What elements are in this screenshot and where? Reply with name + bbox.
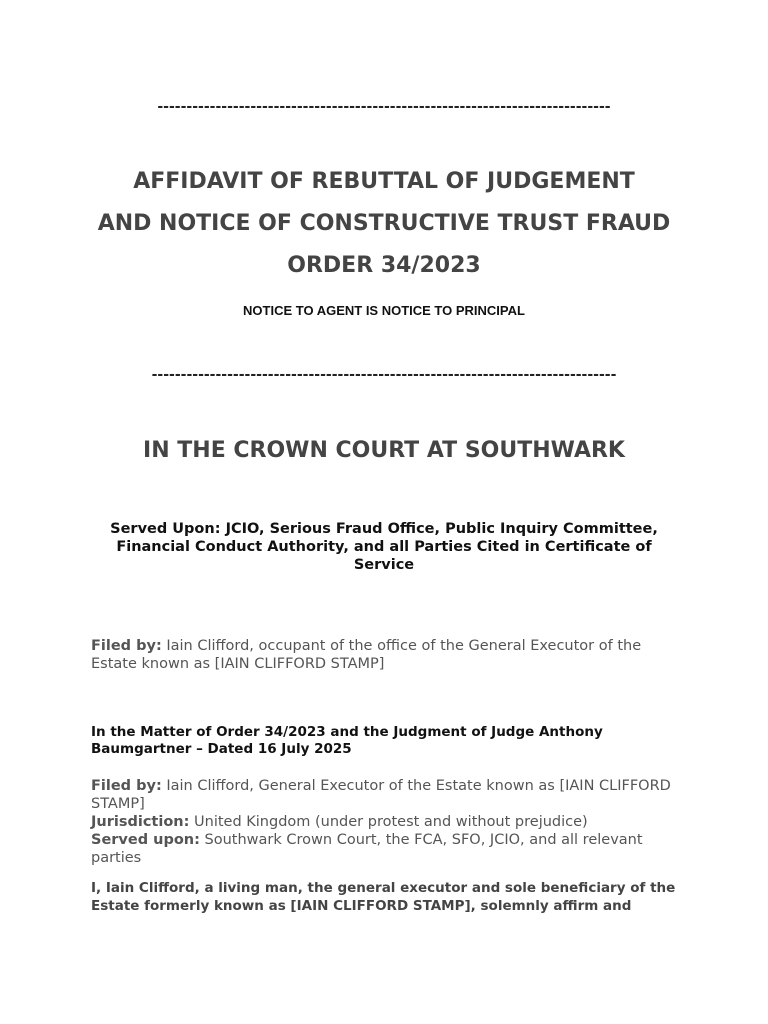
jurisdiction-value: United Kingdom (under protest and without prejudice) xyxy=(189,814,588,830)
served-upon-heading: Served Upon: JCIO, Serious Fraud Office, Public Inquiry Committee, Financial Conduct Authority, and all Parties Cited in Certificate of Service xyxy=(110,521,658,573)
court-name: IN THE CROWN COURT AT SOUTHWARK xyxy=(143,438,625,463)
jurisdiction-label: Jurisdiction: xyxy=(91,814,190,830)
filed-by-row xyxy=(91,777,681,813)
top-divider: ------------------------------------------------------------------------------ xyxy=(157,99,611,115)
affirmation-paragraph: I, Iain Clifford, a living man, the general executor and sole beneficiary of the Estate formerly known as [IAIN CLIFFORD STAMP], solemnly affirm and xyxy=(91,880,676,914)
title-line-1: AFFIDAVIT OF REBUTTAL OF JUDGEMENT xyxy=(133,169,635,194)
matter-heading: In the Matter of Order 34/2023 and the Judgment of Judge Anthony Baumgartner – Dated 16 July 2025 xyxy=(91,724,603,757)
filing-details xyxy=(91,777,681,867)
served-upon-value: Southwark Crown Court, the FCA, SFO, JCIO, and all relevant parties xyxy=(91,832,643,866)
title-line-2: AND NOTICE OF CONSTRUCTIVE TRUST FRAUD xyxy=(97,211,671,236)
served-upon-row xyxy=(91,831,681,867)
agent-principal-notice: NOTICE TO AGENT IS NOTICE TO PRINCIPAL xyxy=(243,303,525,318)
bottom-divider: -------------------------------------------------------------------------------- xyxy=(151,367,617,383)
filed-by-intro xyxy=(91,637,681,673)
filed-by-value: Iain Clifford, General Executor of the Estate known as [IAIN CLIFFORD STAMP] xyxy=(91,778,671,812)
document-title xyxy=(0,161,768,287)
filed-by-label: Filed by: xyxy=(91,778,162,794)
filed-by-label: Filed by: xyxy=(91,638,162,654)
title-line-3: ORDER 34/2023 xyxy=(287,253,481,278)
served-upon-label: Served upon: xyxy=(91,832,200,848)
filed-by-value: Iain Clifford, occupant of the office of the General Executor of the Estate known as [IAIN CLIFFORD STAMP] xyxy=(91,638,642,672)
jurisdiction-row xyxy=(91,813,681,831)
